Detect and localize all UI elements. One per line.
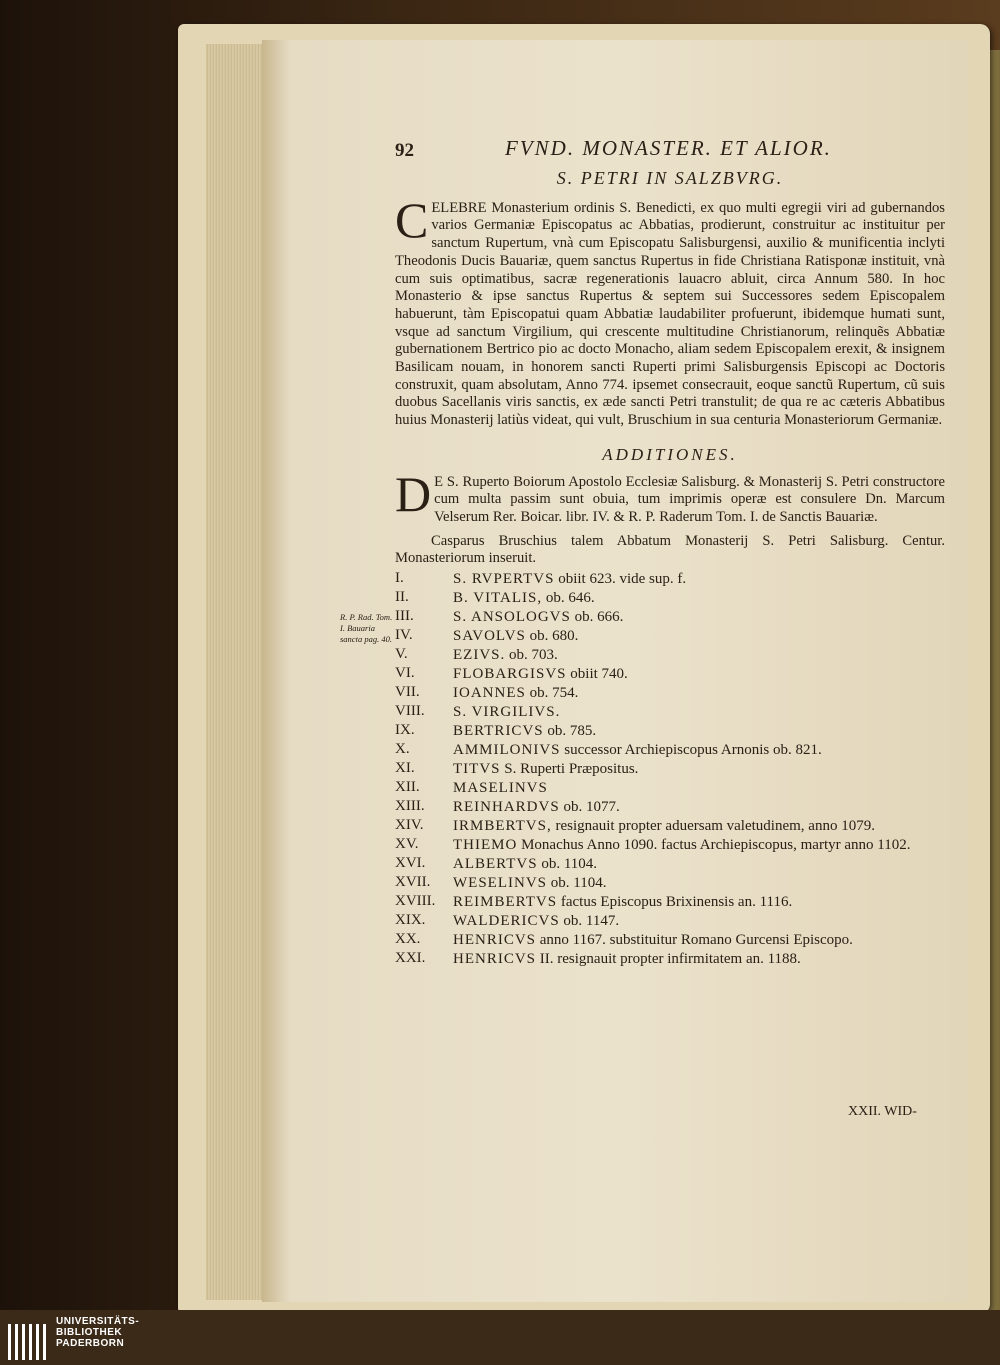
page-header	[395, 136, 945, 166]
abbot-text	[395, 608, 945, 627]
abbot-note: Monachus Anno 1090. factus Archiepiscopus, martyr anno 1102.	[517, 837, 911, 854]
abbot-note: ob. 646.	[542, 590, 595, 607]
abbot-entry	[395, 608, 945, 627]
abbot-note: obiit 740.	[566, 666, 628, 683]
abbot-number: IX.	[395, 722, 415, 739]
abbot-text	[395, 912, 945, 931]
abbot-note: ob. 1147.	[559, 913, 620, 930]
abbot-entry	[395, 836, 945, 855]
abbot-text	[395, 589, 945, 608]
abbot-entry	[395, 589, 945, 608]
abbot-text	[395, 836, 945, 855]
abbot-entry	[395, 950, 945, 969]
abbot-name: S. VIRGILIVS.	[453, 704, 561, 721]
section-title: S. PETRI IN SALZBVRG.	[556, 168, 784, 188]
abbot-name: IRMBERTVS,	[453, 818, 552, 835]
abbot-text	[395, 570, 945, 589]
logo-line-3: PADERBORN	[56, 1338, 125, 1349]
abbot-number: XVI.	[395, 855, 426, 872]
abbot-name: S. RVPERTVS	[453, 571, 555, 588]
abbot-text	[395, 798, 945, 817]
abbot-name: HENRICVS	[453, 932, 537, 949]
abbot-name: B. VITALIS,	[453, 590, 543, 607]
abbot-name: FLOBARGISVS	[453, 666, 567, 683]
abbot-name: REINHARDVS	[453, 799, 560, 816]
abbot-name: AMMILONIVS	[453, 742, 561, 759]
abbot-entry	[395, 665, 945, 684]
abbot-text	[395, 741, 945, 760]
abbot-note: successor Archiepiscopus Arnonis ob. 821.	[560, 742, 822, 759]
abbot-entry	[395, 893, 945, 912]
abbot-note: S. Ruperti Præpositus.	[500, 761, 639, 778]
abbot-number: XVIII.	[395, 893, 436, 910]
abbot-name: WALDERICVS	[453, 913, 560, 930]
abbot-name: MASELINVS	[453, 780, 548, 797]
intro-text: ELEBRE Monasterium ordinis S. Benedicti, ex quo multi egregii viri ad gubernandos varios Germaniæ Episcopatus ac Abbatias, prodierunt, construitur ac instituitur per sanctum Rupertum, vnà cum Episcopatu Salisburgensi, auxilio & munificentia inclyti Theodonis Ducis Bauariæ, quem sanctus Rupertus in fide Christiana Ratisponæ instituit, vnà cum suis optimatibus, sacræ regenerationis lauacro abluit, circa Annum 580. In hoc Monasterio & ipse sanctus Rupertus & septem sui Successores sedem Episcopalem habuerunt, tàm Episcopatui quam Abbatiæ laudabiliter profuerunt, ibidemque humati sunt, vsque ad sanctum Virgilium, qui crescente multitudine Christianorum, relinquẽs Abbatiæ gubernationem Bertrico pio ac docto Monacho, aliam sedem Episcopalem erexit, & insignem Basilicam nouam, in honorem sancti Ruperti primi Salisburgensis Episcopi ac Doctoris construxit, quam absolutam, Anno 774. ipsemet consecrauit, eoque sanctũ Rupertum, cũ suis duobus Sacellanis viris sanctis, ex æde sancti Petri transtulit; de qua re ac cæteris Abbatibus huius Monasterij latiùs videat, qui vult, Bruschium in sua centuria Monasteriorum Germaniæ.	[395, 199, 945, 429]
intro-paragraph	[395, 191, 945, 430]
abbot-note: ob. 1077.	[559, 799, 620, 816]
abbot-entry	[395, 741, 945, 760]
abbot-name: THIEMO	[453, 837, 518, 854]
drop-cap: D	[395, 465, 432, 522]
abbot-number: VIII.	[395, 703, 425, 720]
additiones-text: E S. Ruperto Boiorum Apostolo Ecclesiæ Salisburg. & Monasterij S. Petri constructore cum multa passim sunt obuia, tum imprimis operæ est consulere Dn. Marcum Velserum Rer. Boicar. libr. IV. & R. P. Raderum Tom. I. de Sanctis Bauariæ.	[434, 473, 945, 525]
abbot-number: XVII.	[395, 874, 431, 891]
abbot-number: XIII.	[395, 798, 425, 815]
abbot-note: anno 1167. substituitur Romano Gurcensi Episcopo.	[536, 932, 853, 949]
abbot-name: WESELINVS	[453, 875, 547, 892]
abbot-note: ob. 703.	[505, 647, 558, 664]
abbot-entry	[395, 703, 945, 722]
page-text	[395, 136, 945, 1140]
abbot-name: IOANNES	[453, 685, 526, 702]
abbot-entry	[395, 855, 945, 874]
abbot-note: ob. 1104.	[547, 875, 607, 892]
abbot-entry	[395, 760, 945, 779]
abbot-note: ob. 666.	[570, 609, 624, 626]
abbot-text	[395, 646, 945, 665]
abbot-text	[395, 703, 945, 722]
abbot-text	[395, 722, 945, 741]
margin-note: R. P. Rad. Tom. I. Bauaria sancta pag. 40.	[340, 612, 393, 644]
abbot-entry	[395, 627, 945, 646]
logo-line-2: BIBLIOTHEK	[56, 1327, 123, 1338]
abbot-number: III.	[395, 608, 414, 625]
abbot-entry	[395, 912, 945, 931]
abbot-number: II.	[395, 589, 409, 606]
additiones-heading: ADDITIONES.	[602, 444, 738, 464]
abbot-note: ob. 785.	[543, 723, 597, 740]
abbot-entry	[395, 931, 945, 950]
abbot-number: XV.	[395, 836, 419, 853]
abbot-number: XXI.	[395, 950, 426, 967]
bruschius-intro: Casparus Bruschius talem Abbatum Monasterij S. Petri Salisburg. Centur. Monasteriorum inseruit.	[395, 532, 945, 567]
abbot-note: II. resignauit propter infirmitatem an. 1188.	[536, 951, 801, 968]
abbot-name: BERTRICVS	[453, 723, 544, 740]
abbot-number: V.	[395, 646, 408, 663]
abbot-note: factus Episcopus Brixinensis an. 1116.	[557, 894, 793, 911]
abbot-note: obiit 623. vide sup. f.	[554, 571, 687, 588]
abbot-note: ob. 1104.	[537, 856, 598, 873]
abbot-number: VII.	[395, 684, 420, 701]
abbot-entry	[395, 798, 945, 817]
abbot-note: resignauit propter aduersam valetudinem, anno 1079.	[551, 818, 875, 835]
abbot-list	[395, 570, 945, 969]
abbot-text	[395, 855, 945, 874]
additiones-paragraph	[395, 465, 945, 527]
abbot-text	[395, 684, 945, 703]
abbot-number: XIV.	[395, 817, 424, 834]
abbot-number: XII.	[395, 779, 420, 796]
running-title: FVND. MONASTER. ET ALIOR.	[505, 136, 832, 160]
abbot-name: ALBERTVS	[453, 856, 538, 873]
abbot-number: XX.	[395, 931, 421, 948]
abbot-entry	[395, 684, 945, 703]
drop-cap: C	[395, 191, 429, 248]
abbot-number: I.	[395, 570, 404, 587]
catchword: XXII. WID-	[848, 1104, 917, 1119]
abbot-note: ob. 680.	[525, 628, 579, 645]
abbot-number: XI.	[395, 760, 415, 777]
abbot-text	[395, 893, 945, 912]
library-logo	[0, 1310, 1000, 1365]
abbot-entry	[395, 570, 945, 589]
page-edges	[206, 44, 266, 1300]
logo-line-1: UNIVERSITÄTS-	[56, 1316, 140, 1327]
abbot-number: X.	[395, 741, 410, 758]
abbot-text	[395, 874, 945, 893]
abbot-entry	[395, 722, 945, 741]
abbot-number: VI.	[395, 665, 415, 682]
abbot-number: XIX.	[395, 912, 426, 929]
abbot-text	[395, 950, 945, 969]
abbot-name: SAVOLVS	[453, 628, 526, 645]
abbot-name: HENRICVS	[453, 951, 537, 968]
abbot-entry	[395, 874, 945, 893]
abbot-text	[395, 817, 945, 836]
abbot-number: IV.	[395, 627, 413, 644]
abbot-note: ob. 754.	[525, 685, 579, 702]
abbot-entry	[395, 779, 945, 798]
abbot-name: EZIVS.	[453, 647, 506, 664]
abbot-entry	[395, 817, 945, 836]
abbot-text	[395, 760, 945, 779]
abbot-name: REIMBERTVS	[453, 894, 558, 911]
abbot-text	[395, 627, 945, 646]
abbot-name: TITVS	[453, 761, 501, 778]
abbot-text	[395, 779, 945, 798]
library-logo-icon	[6, 1320, 52, 1364]
page-number: 92	[395, 140, 414, 161]
abbot-text	[395, 931, 945, 950]
abbot-entry	[395, 646, 945, 665]
abbot-text	[395, 665, 945, 684]
abbot-name: S. ANSOLOGVS	[453, 609, 571, 626]
